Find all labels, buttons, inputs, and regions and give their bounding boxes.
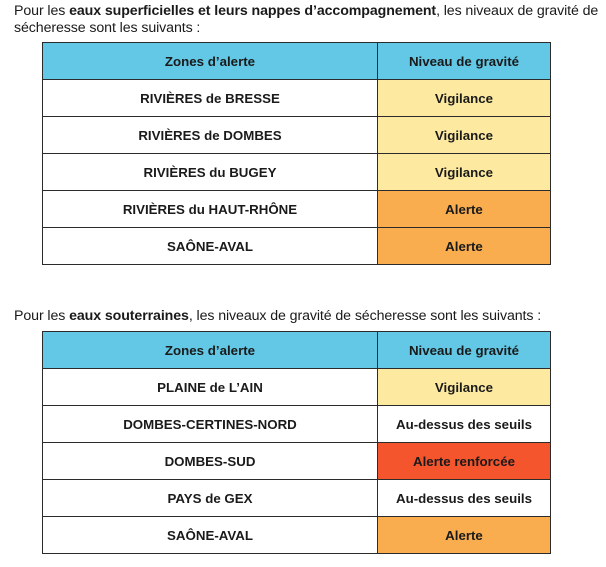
zone-cell: PAYS de GEX — [43, 480, 378, 517]
intro-text: Pour les — [14, 308, 70, 324]
level-cell: Vigilance — [378, 117, 551, 154]
zone-cell: SAÔNE-AVAL — [43, 517, 378, 554]
level-cell: Alerte — [378, 191, 551, 228]
table-row — [43, 191, 551, 228]
surface-waters-intro — [14, 3, 600, 37]
level-column-header: Niveau de gravité — [378, 332, 551, 369]
intro-text: , les niveaux de gravité de sécheresse sont les suivants : — [14, 3, 599, 36]
level-cell: Vigilance — [378, 80, 551, 117]
table-header-row — [43, 332, 551, 369]
zone-cell: RIVIÈRES de BRESSE — [43, 80, 378, 117]
zone-cell: RIVIÈRES du HAUT-RHÔNE — [43, 191, 378, 228]
zone-cell: PLAINE de L’AIN — [43, 369, 378, 406]
table-row — [43, 228, 551, 265]
table-row — [43, 480, 551, 517]
table-row — [43, 117, 551, 154]
table-row — [43, 517, 551, 554]
surface-waters-table — [42, 42, 551, 265]
table-row — [43, 80, 551, 117]
table-row — [43, 154, 551, 191]
table-row — [43, 369, 551, 406]
level-cell: Alerte renforcée — [378, 443, 551, 480]
intro-bold-text: eaux souterraines — [69, 308, 189, 324]
zone-column-header: Zones d’alerte — [43, 43, 378, 80]
groundwater-intro — [14, 308, 600, 325]
intro-bold-text: eaux superficielles et leurs nappes d’accompagnement — [69, 3, 437, 19]
level-cell: Alerte — [378, 228, 551, 265]
level-cell: Vigilance — [378, 369, 551, 406]
table-row — [43, 406, 551, 443]
zone-cell: DOMBES-SUD — [43, 443, 378, 480]
level-cell: Au-dessus des seuils — [378, 406, 551, 443]
zone-cell: SAÔNE-AVAL — [43, 228, 378, 265]
table-header-row — [43, 43, 551, 80]
zone-cell: DOMBES-CERTINES-NORD — [43, 406, 378, 443]
level-cell: Alerte — [378, 517, 551, 554]
groundwater-table — [42, 331, 551, 554]
intro-text: , les niveaux de gravité de sécheresse sont les suivants : — [188, 308, 542, 324]
level-cell: Vigilance — [378, 154, 551, 191]
zone-cell: RIVIÈRES de DOMBES — [43, 117, 378, 154]
level-cell: Au-dessus des seuils — [378, 480, 551, 517]
zone-column-header: Zones d’alerte — [43, 332, 378, 369]
intro-text: Pour les — [14, 3, 70, 19]
level-column-header: Niveau de gravité — [378, 43, 551, 80]
zone-cell: RIVIÈRES du BUGEY — [43, 154, 378, 191]
table-row — [43, 443, 551, 480]
